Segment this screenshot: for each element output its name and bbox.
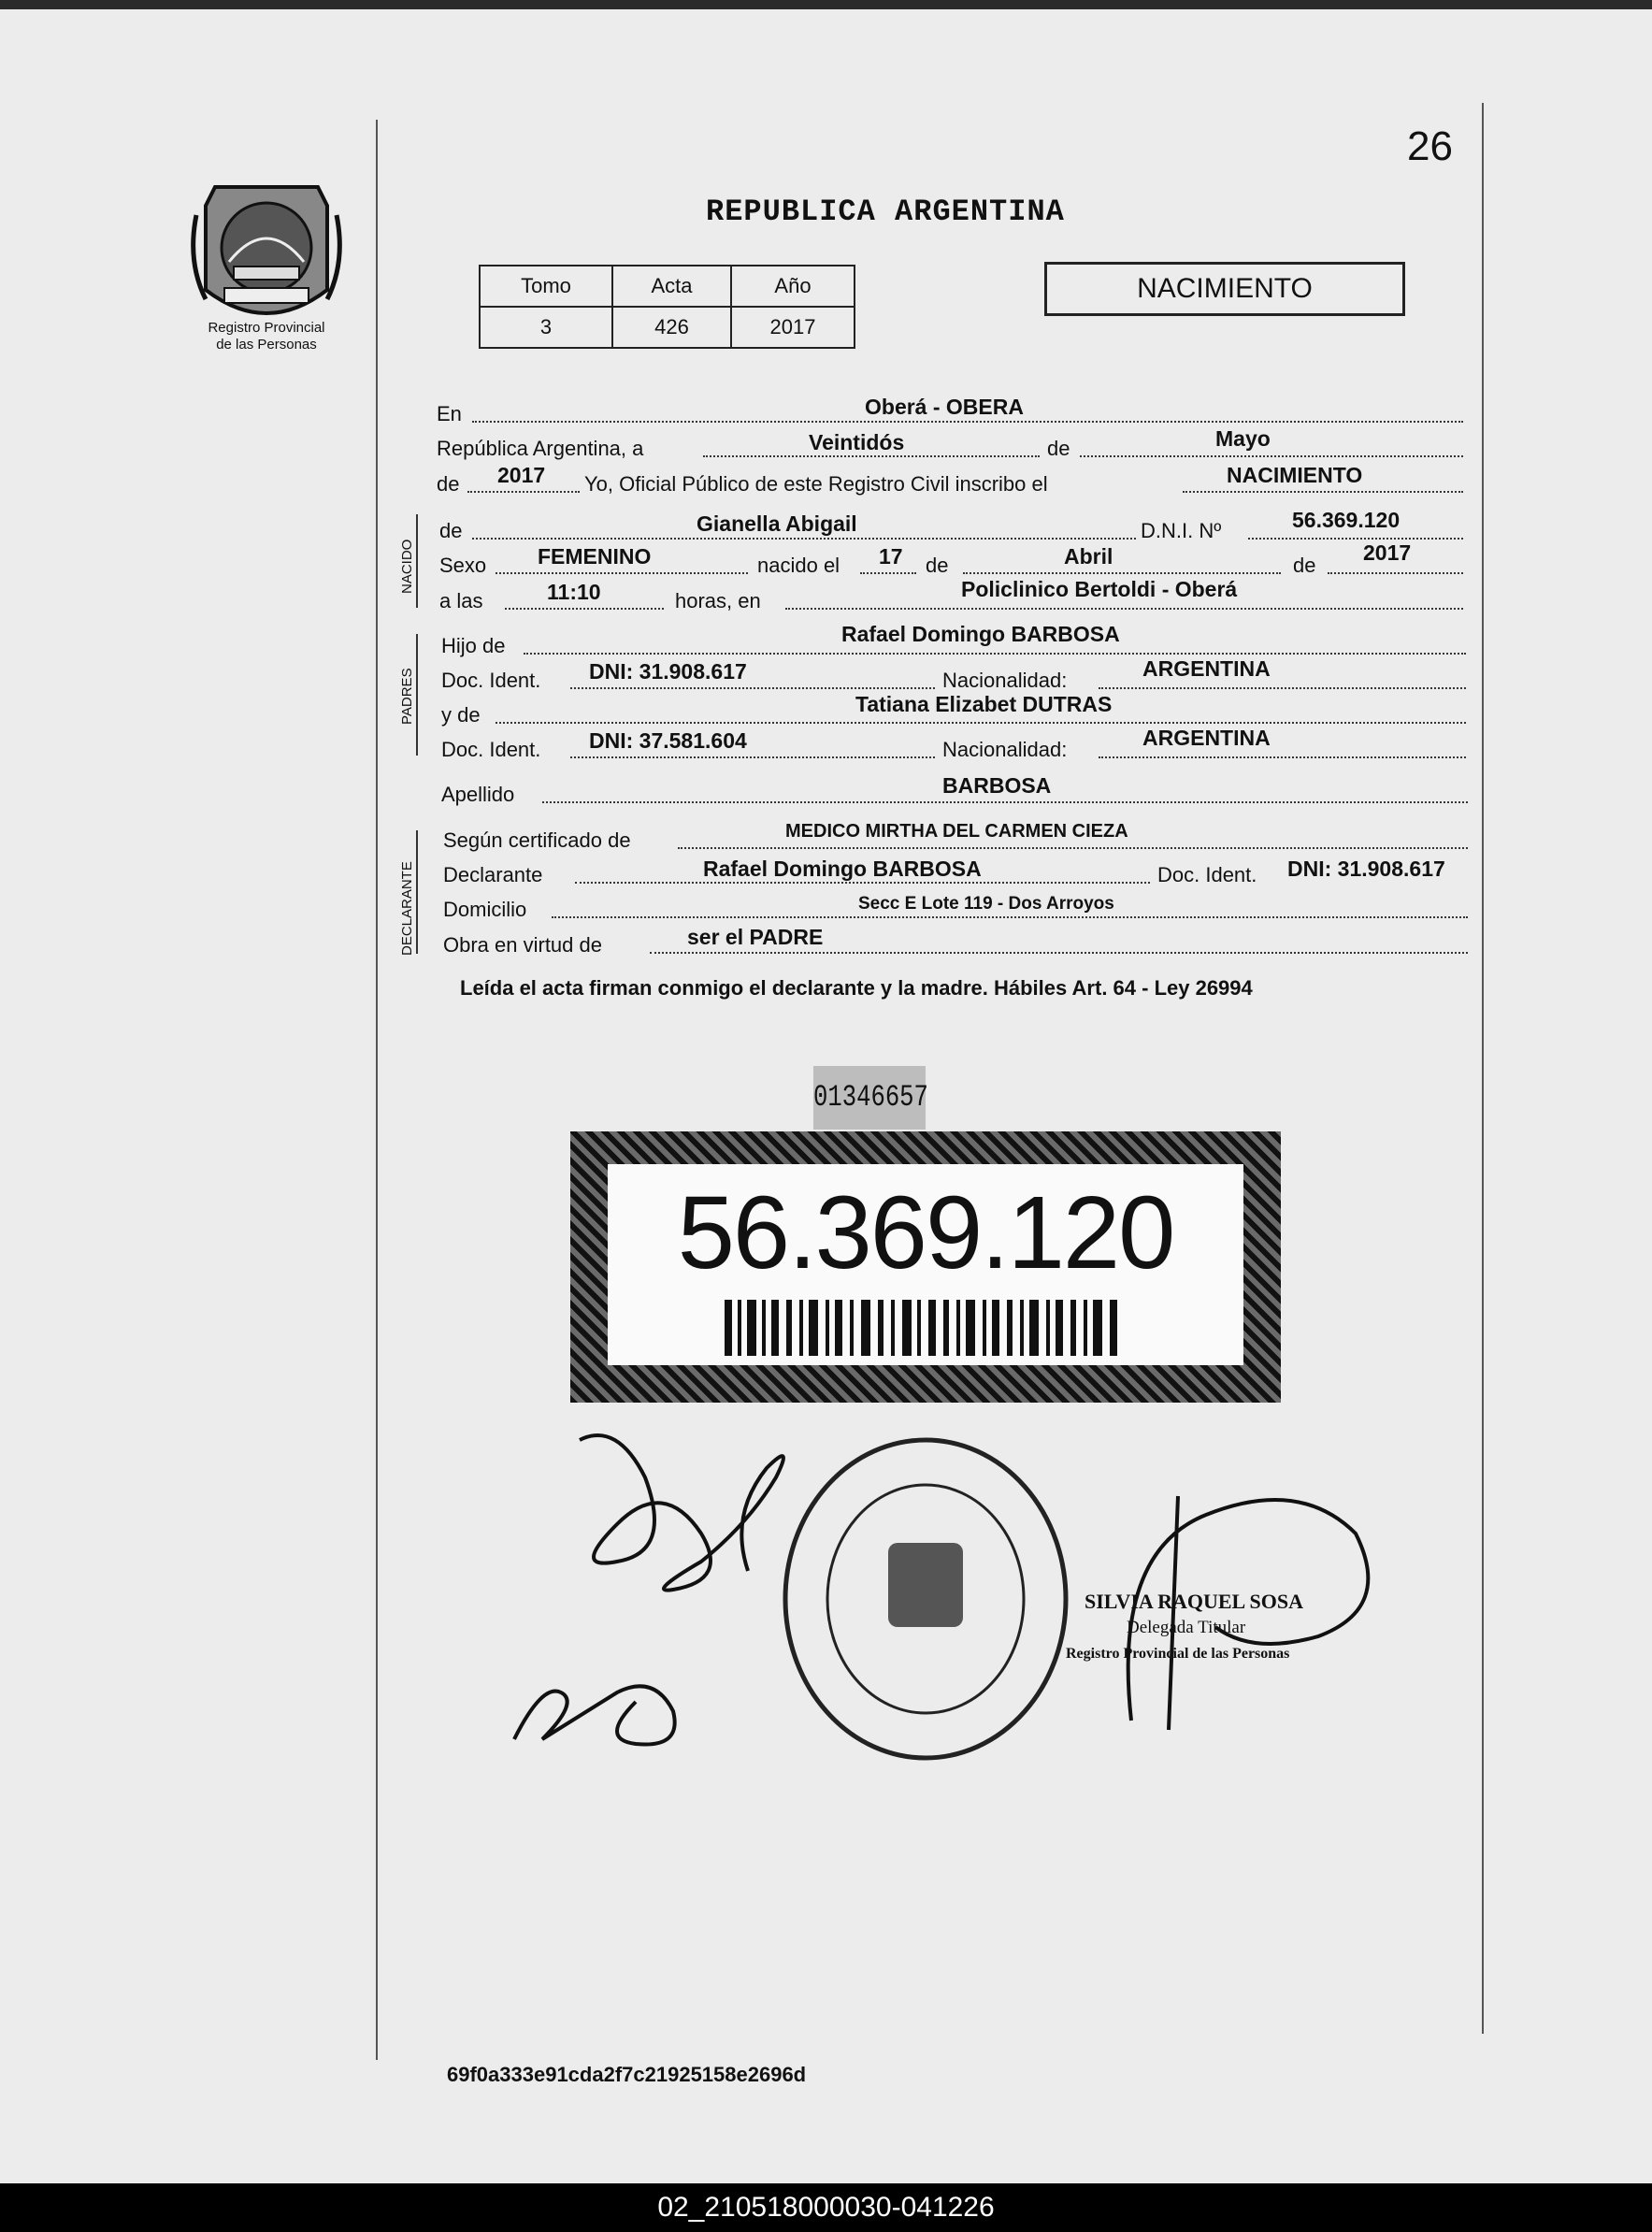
file-id-bar: 02_210518000030-041226: [0, 2183, 1652, 2232]
table-header-cell: Acta: [612, 266, 731, 307]
declarante-value: Rafael Domingo BARBOSA: [703, 857, 982, 881]
lugar-value: Policlinico Bertoldi - Oberá: [961, 577, 1238, 601]
mother-nacionalidad-label: Nacionalidad:: [942, 738, 1068, 761]
dotted-line: [678, 847, 1468, 849]
dotted-line: [467, 491, 580, 493]
mother-doc-value: DNI: 37.581.604: [589, 728, 747, 753]
dotted-line: [524, 653, 1466, 655]
dotted-line: [1328, 572, 1463, 574]
dotted-line: [570, 687, 935, 689]
obra-value: ser el PADRE: [687, 925, 824, 949]
mother-doc-label: Doc. Ident.: [441, 738, 541, 761]
table-row: [480, 307, 855, 348]
year-prefix-label: de: [437, 472, 460, 496]
barcode-icon: [725, 1300, 1127, 1356]
dni-value: 56.369.120: [1292, 508, 1401, 532]
place-value: Oberá - OBERA: [865, 395, 1024, 419]
mother-nationality-value: ARGENTINA: [1142, 726, 1271, 750]
dotted-line: [542, 801, 1468, 803]
section-bar: [416, 634, 418, 756]
declarant-signature-icon: [561, 1421, 804, 1646]
dotted-line: [1099, 756, 1466, 758]
obra-label: Obra en virtud de: [443, 933, 602, 957]
dotted-line: [472, 538, 1136, 540]
hijo-de-label: Hijo de: [441, 634, 506, 657]
acta-value: 426: [612, 307, 731, 348]
en-label: En: [437, 402, 462, 425]
official-stamp-icon: [776, 1431, 1075, 1767]
sexo-value: FEMENINO: [538, 544, 652, 569]
anio-value: 2017: [731, 307, 855, 348]
dotted-line: [703, 455, 1040, 457]
birth-day-value: 17: [879, 544, 903, 569]
record-type-box: NACIMIENTO: [1044, 262, 1405, 316]
nacido-el-label: nacido el: [757, 554, 840, 577]
apellido-value: BARBOSA: [942, 773, 1052, 798]
left-margin-line: [376, 120, 378, 2060]
a-las-label: a las: [439, 589, 483, 612]
dni-sticker: [570, 1131, 1281, 1403]
document-page: [0, 9, 1652, 2188]
horas-en-label: horas, en: [675, 589, 761, 612]
certificado-label: Según certificado de: [443, 828, 631, 852]
serial-number: 01346657: [813, 1066, 926, 1130]
nacido-section-label: NACIDO: [399, 539, 415, 594]
father-name-value: Rafael Domingo BARBOSA: [841, 622, 1120, 646]
dotted-line: [1183, 491, 1463, 493]
dni-sticker-label: [608, 1164, 1243, 1365]
dni-label: D.N.I. Nº: [1141, 519, 1222, 542]
dotted-line: [785, 608, 1463, 610]
section-bar: [416, 514, 418, 608]
dotted-line: [505, 608, 664, 610]
document-hash: 69f0a333e91cda2f7c21925158e2696d: [447, 2063, 807, 2086]
domicilio-label: Domicilio: [443, 898, 527, 921]
inscribo-value: NACIMIENTO: [1227, 463, 1363, 487]
birth-de-label: de: [926, 554, 949, 577]
officer-name: SILVIA RAQUEL SOSA: [1085, 1590, 1303, 1613]
page-number: 26: [1407, 123, 1453, 169]
registry-caption-line1: Registro Provincial: [208, 320, 325, 336]
tomo-value: 3: [480, 307, 612, 348]
y-de-label: y de: [441, 703, 481, 727]
de-label: de: [1047, 437, 1070, 460]
dotted-line: [1099, 687, 1466, 689]
legal-text: Leída el acta firman conmigo el declarante y la madre. Hábiles Art. 64 - Ley 26994: [460, 976, 1253, 1000]
month-value: Mayo: [1215, 426, 1271, 451]
declarante-label: Declarante: [443, 863, 543, 886]
certificado-value: MEDICO MIRTHA DEL CARMEN CIEZA: [785, 821, 1128, 842]
child-name-value: Gianella Abigail: [697, 511, 857, 536]
dotted-line: [570, 756, 935, 758]
declarante-doc-label: Doc. Ident.: [1157, 863, 1257, 886]
birth-de2-label: de: [1293, 554, 1316, 577]
nacido-de-label: de: [439, 519, 463, 542]
declarante-section-label: DECLARANTE: [399, 861, 415, 956]
day-value: Veintidós: [809, 430, 905, 454]
dotted-line: [496, 722, 1466, 724]
dni-sticker-number: 56.369.120: [677, 1175, 1174, 1290]
apellido-label: Apellido: [441, 783, 515, 806]
dotted-line: [1248, 538, 1463, 540]
officer-role: Delegada Titular: [1127, 1618, 1246, 1637]
mother-signature-icon: [505, 1664, 692, 1767]
registry-table: [479, 265, 855, 349]
dotted-line: [1080, 455, 1463, 457]
father-nationality-value: ARGENTINA: [1142, 656, 1271, 681]
domicilio-value: Secc E Lote 119 - Dos Arroyos: [858, 894, 1114, 914]
yo-text: Yo, Oficial Público de este Registro Civil inscribo el: [584, 472, 1048, 496]
page-title: REPUBLICA ARGENTINA: [706, 194, 1065, 229]
table-header-cell: Tomo: [480, 266, 612, 307]
right-margin-line: [1482, 103, 1484, 2034]
birth-month-value: Abril: [1064, 544, 1113, 569]
father-doc-value: DNI: 31.908.617: [589, 659, 747, 684]
declarante-doc-value: DNI: 31.908.617: [1287, 857, 1445, 881]
birth-year-value: 2017: [1363, 540, 1412, 565]
dotted-line: [575, 882, 1150, 884]
mother-name-value: Tatiana Elizabet DUTRAS: [855, 692, 1113, 716]
section-bar: [416, 830, 418, 954]
father-nacionalidad-label: Nacionalidad:: [942, 669, 1068, 692]
hora-value: 11:10: [547, 580, 601, 604]
padres-section-label: PADRES: [399, 668, 415, 725]
year-value: 2017: [497, 463, 546, 487]
registry-caption-line2: de las Personas: [216, 337, 317, 353]
table-header-cell: Año: [731, 266, 855, 307]
dotted-line: [963, 572, 1281, 574]
sexo-label: Sexo: [439, 554, 487, 577]
table-header-row: [480, 266, 855, 307]
dotted-line: [472, 421, 1463, 423]
father-doc-label: Doc. Ident.: [441, 669, 541, 692]
dotted-line: [552, 916, 1468, 918]
dotted-line: [860, 572, 916, 574]
registry-caption: [182, 320, 351, 353]
dotted-line: [496, 572, 748, 574]
republica-label: República Argentina, a: [437, 437, 644, 460]
dotted-line: [650, 952, 1468, 954]
officer-office: Registro Provincial de las Personas: [1066, 1646, 1290, 1662]
